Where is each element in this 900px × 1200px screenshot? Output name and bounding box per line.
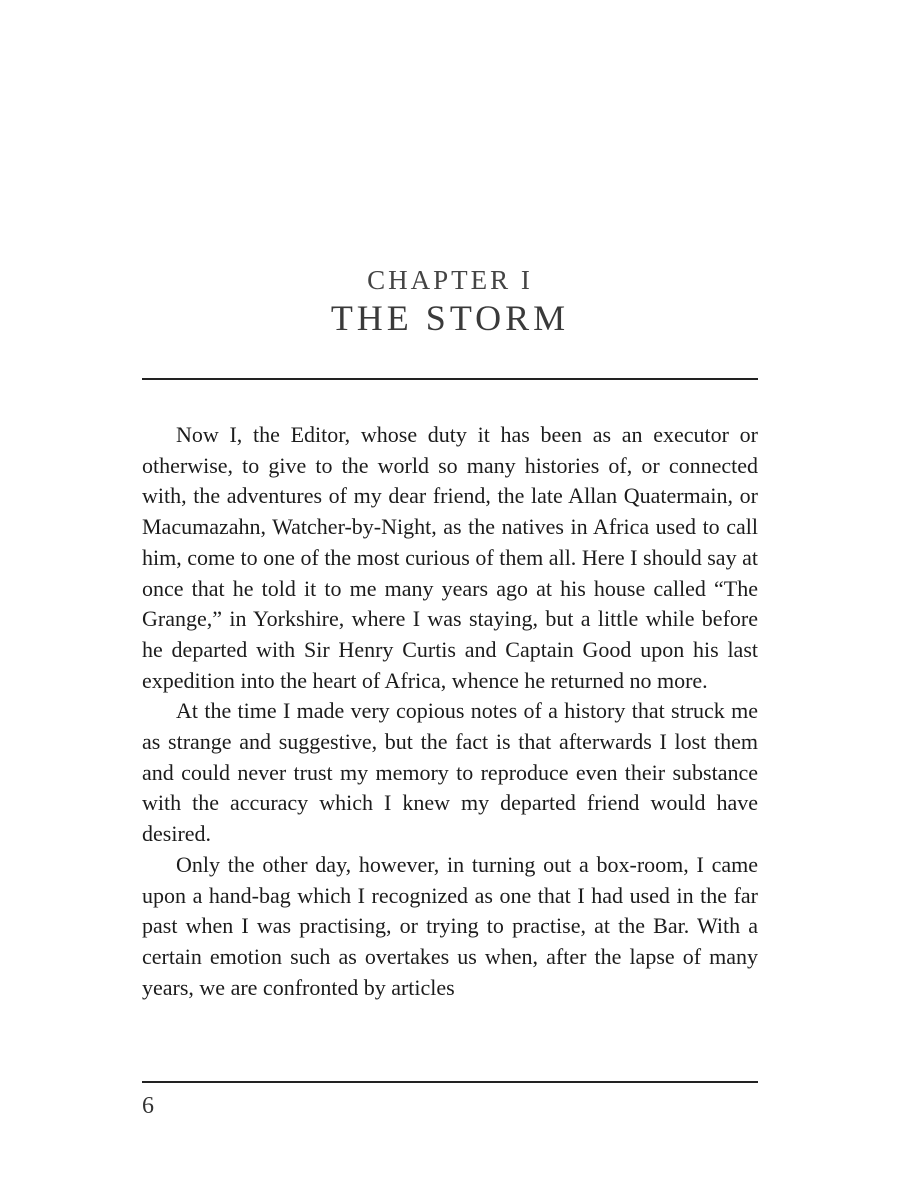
paragraph: Now I, the Editor, whose duty it has been as an executor or otherwise, to give to the world so many histories of, or connected with, the adventures of my dear friend, the late Allan Quatermain, or Macumazahn, Watcher-by-Night, as the natives in Africa used to call him, come to one of the most curious of them all. Here I should say at once that he told it to me many years ago at his house called “The Grange,” in Yorkshire, where I was staying, but a little while before he departed with Sir Henry Curtis and Captain Good upon his last expedition into the heart of Africa, whence he returned no more.: [142, 422, 758, 693]
paragraph: Only the other day, however, in turning out a box-room, I came upon a hand-bag which I recognized as one that I had used in the far past when I was practising, or trying to practise, at the Bar. With a certain emotion such as overtakes us when, after the lapse of many years, we are confronted by articles: [142, 851, 758, 1000]
chapter-heading: [0, 262, 900, 338]
page-number: 6: [142, 1093, 154, 1119]
bottom-divider: [142, 1081, 758, 1083]
top-divider: [142, 378, 758, 380]
body-text: [142, 420, 758, 1003]
chapter-title: THE STORM: [330, 298, 570, 338]
paragraph: At the time I made very copious notes of a history that struck me as strange and suggestive, but the fact is that afterwards I lost them and could never trust my memory to reproduce even their substance with the accuracy which I knew my departed friend would have desired.: [142, 698, 758, 847]
chapter-label: CHAPTER I: [367, 265, 533, 295]
